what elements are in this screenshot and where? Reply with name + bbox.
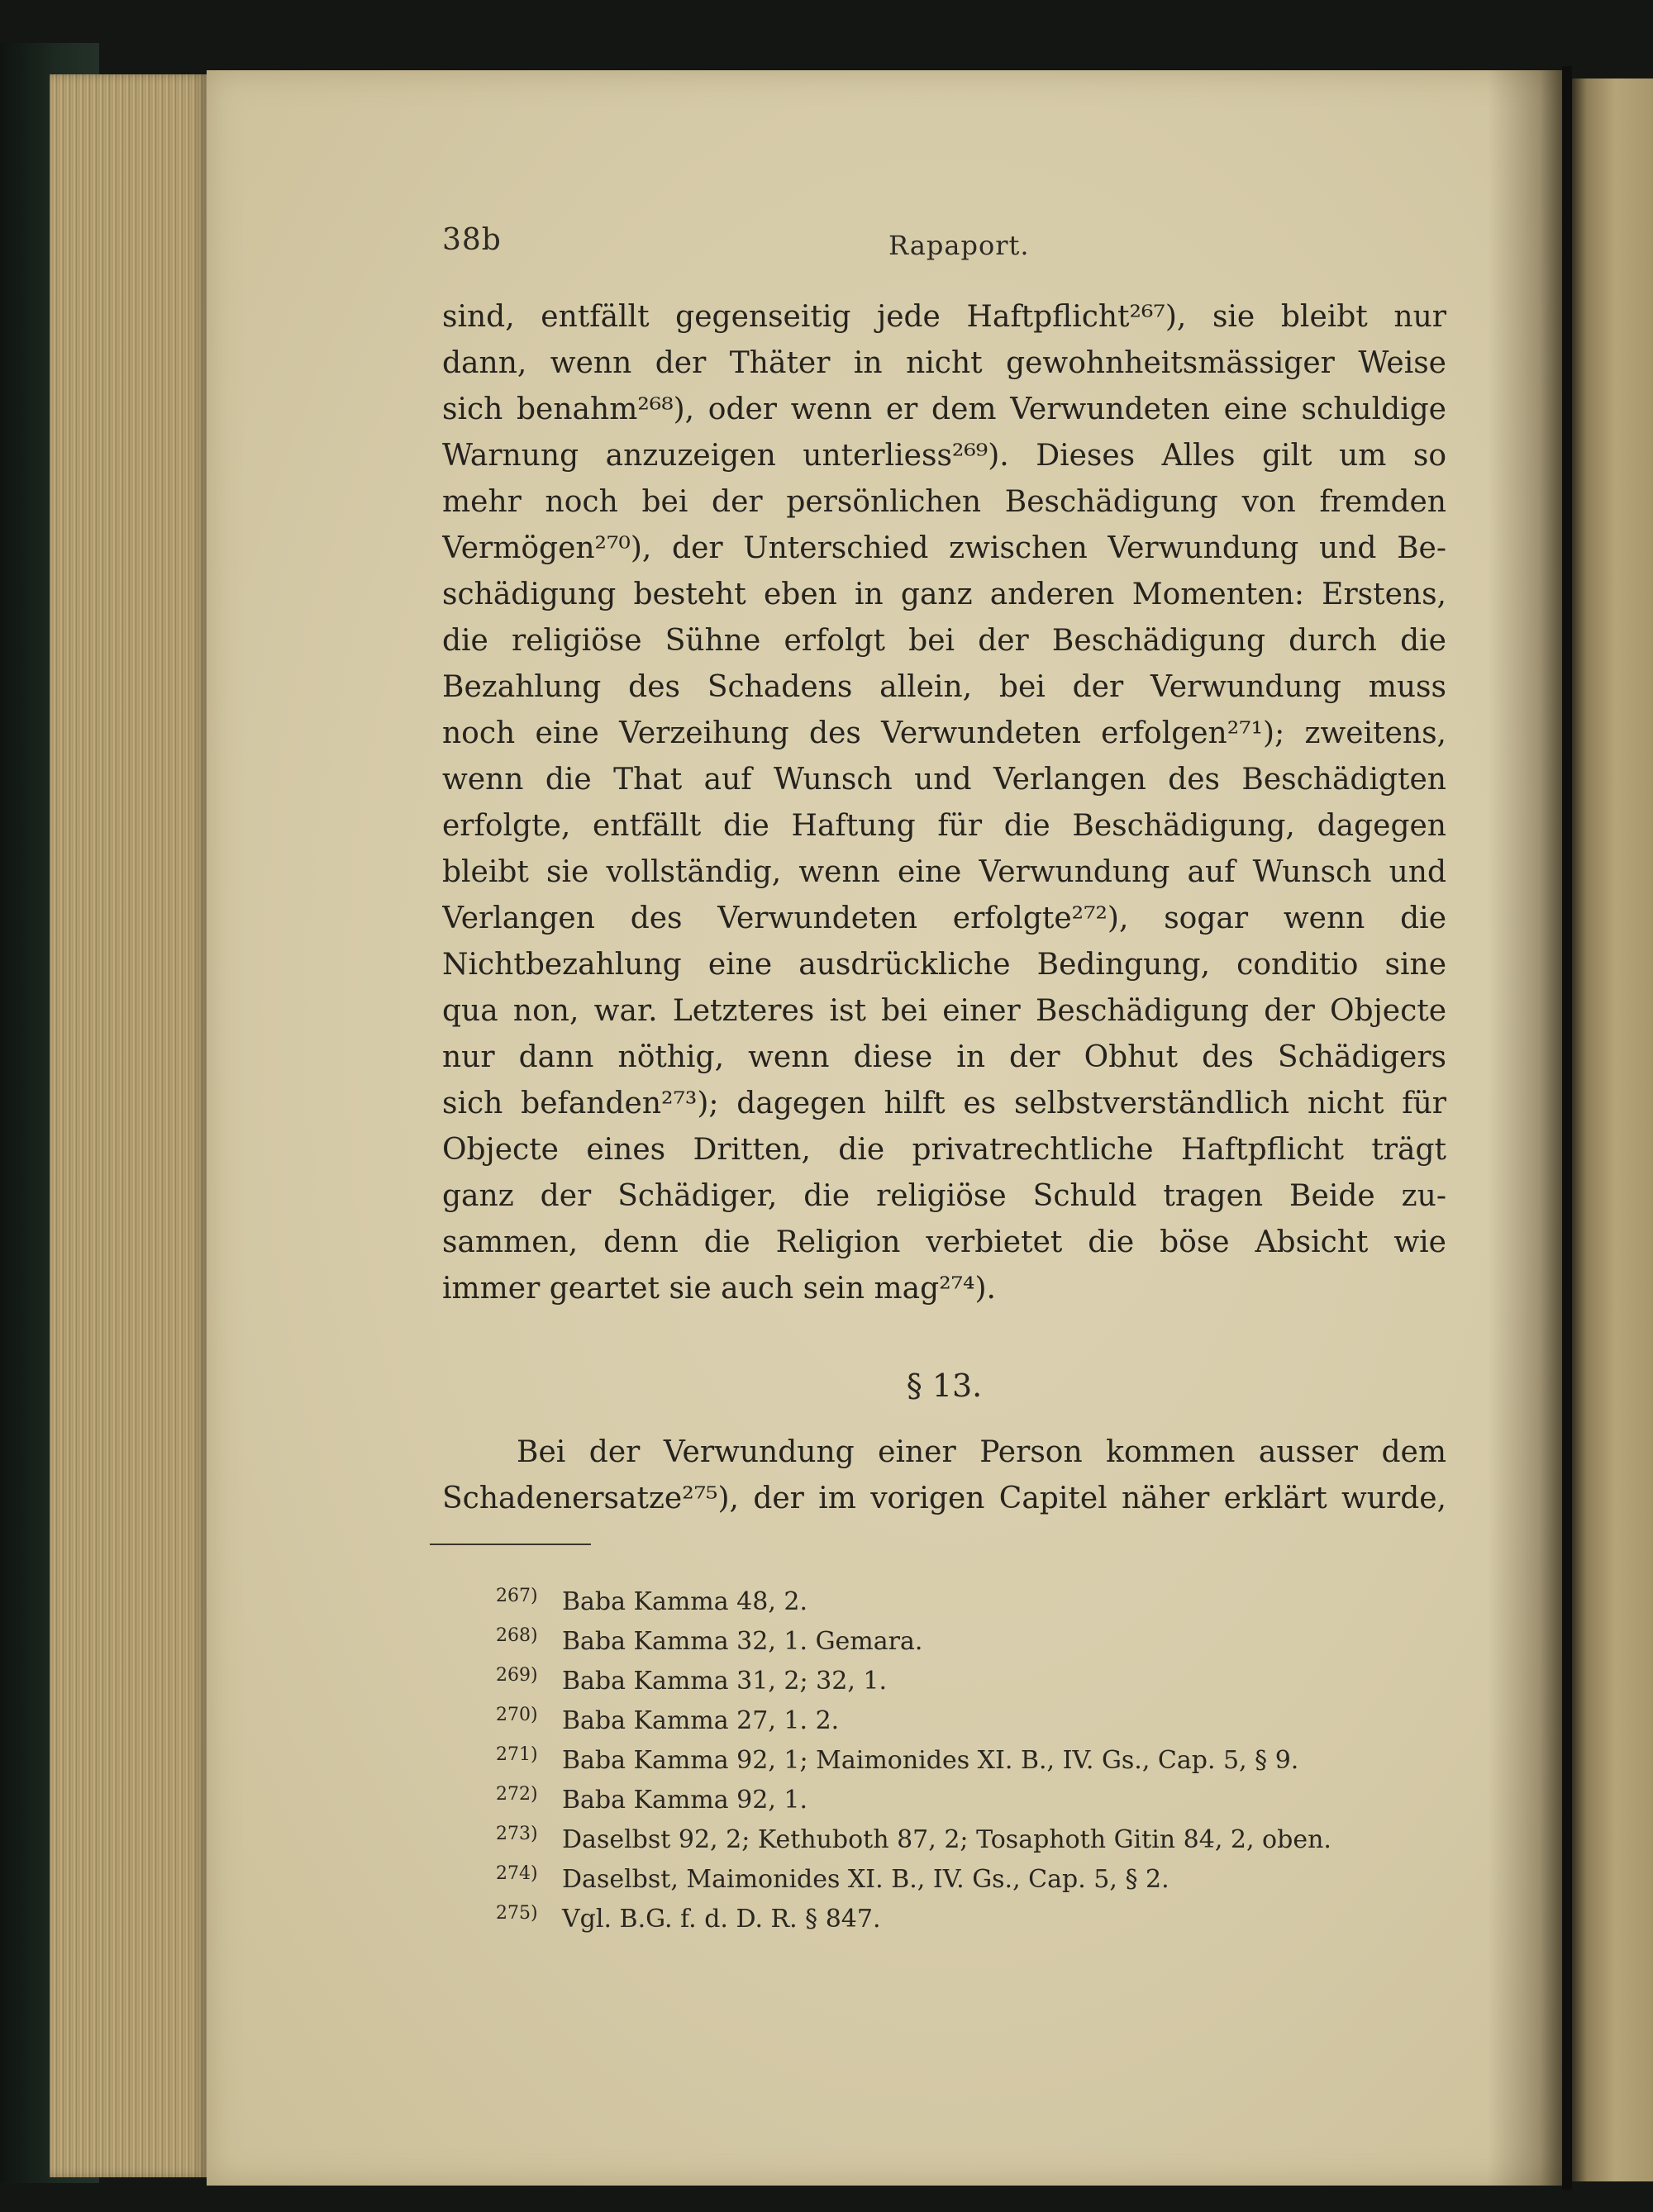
text-line: die religiöse Sühne erfolgt bei der Beschädigung durch die bbox=[442, 624, 1446, 658]
text-line: sammen, denn die Religion verbietet die böse Absicht wie bbox=[442, 1225, 1446, 1259]
text-line: sich befanden²⁷³); dagegen hilft es selbstverständlich nicht für bbox=[442, 1087, 1446, 1120]
footnote bbox=[496, 1860, 1455, 1900]
footnote-text: Baba Kamma 92, 1. bbox=[562, 1786, 808, 1815]
footnote-text: Baba Kamma 31, 2; 32, 1. bbox=[562, 1667, 888, 1696]
running-head: Rapaport. bbox=[888, 230, 1030, 261]
footnote-mark: 273) bbox=[496, 1824, 538, 1844]
section-paragraph bbox=[442, 1429, 1446, 1522]
text-line: wenn die That auf Wunsch und Verlangen des Beschädigten bbox=[442, 763, 1446, 797]
footnote bbox=[496, 1900, 1455, 1939]
text-line: schädigung besteht eben in ganz anderen Momenten: Erstens, bbox=[442, 578, 1446, 611]
text-line: sind, entfällt gegenseitig jede Haftpflicht²⁶⁷), sie bleibt nur bbox=[442, 300, 1446, 334]
footnote-mark: 272) bbox=[496, 1784, 538, 1805]
footnote bbox=[496, 1622, 1455, 1662]
footnote bbox=[496, 1701, 1455, 1741]
text-line: immer geartet sie auch sein mag²⁷⁴). bbox=[442, 1272, 996, 1306]
footnote-mark: 270) bbox=[496, 1705, 538, 1725]
text-line: ganz der Schädiger, die religiöse Schuld tragen Beide zu- bbox=[442, 1179, 1446, 1213]
footnote-mark: 268) bbox=[496, 1625, 538, 1646]
text-line: dann, wenn der Thäter in nicht gewohnheitsmässiger Weise bbox=[442, 346, 1446, 380]
page-number: 38b bbox=[442, 223, 502, 257]
text-line: nur dann nöthig, wenn diese in der Obhut des Schädigers bbox=[442, 1040, 1446, 1074]
text-line: sich benahm²⁶⁸), oder wenn er dem Verwundeten eine schuldige bbox=[442, 392, 1446, 426]
footnote-mark: 269) bbox=[496, 1665, 538, 1686]
text-line: Vermögen²⁷⁰), der Unterschied zwischen Verwundung und Be- bbox=[442, 531, 1446, 565]
text-line: Bei der Verwundung einer Person kommen ausser dem bbox=[517, 1435, 1446, 1469]
footnote bbox=[496, 1781, 1455, 1820]
text-line: Warnung anzuzeigen unterliess²⁶⁹). Dieses Alles gilt um so bbox=[442, 439, 1446, 473]
text-line: Bezahlung des Schadens allein, bei der Verwundung muss bbox=[442, 670, 1446, 704]
page-header bbox=[442, 223, 1451, 273]
text-line: Objecte eines Dritten, die privatrechtliche Haftpflicht trägt bbox=[442, 1133, 1446, 1167]
footnote-text: Daselbst 92, 2; Kethuboth 87, 2; Tosaphoth Gitin 84, 2, oben. bbox=[562, 1825, 1331, 1854]
text-line: Nichtbezahlung eine ausdrückliche Bedingung, conditio sine bbox=[442, 948, 1446, 982]
page-stack-edges bbox=[50, 74, 207, 2177]
footnote-mark: 271) bbox=[496, 1744, 538, 1765]
binding-gutter bbox=[1562, 66, 1572, 2190]
footnote-mark: 275) bbox=[496, 1903, 538, 1924]
section-heading: § 13. bbox=[906, 1368, 983, 1404]
footnote bbox=[496, 1582, 1455, 1622]
footnote-mark: 267) bbox=[496, 1586, 538, 1606]
footnote-text: Baba Kamma 92, 1; Maimonides XI. B., IV. Gs., Cap. 5, § 9. bbox=[562, 1746, 1299, 1775]
text-line: erfolgte, entfällt die Haftung für die Beschädigung, dagegen bbox=[442, 809, 1446, 843]
footnote-text: Daselbst, Maimonides XI. B., IV. Gs., Cap. 5, § 2. bbox=[562, 1865, 1169, 1894]
footnote-text: Baba Kamma 27, 1. 2. bbox=[562, 1706, 840, 1735]
footnote bbox=[496, 1662, 1455, 1701]
footnote-rule bbox=[430, 1544, 591, 1545]
footnote bbox=[496, 1820, 1455, 1860]
footnote-mark: 274) bbox=[496, 1863, 538, 1884]
footnote-text: Baba Kamma 48, 2. bbox=[562, 1587, 808, 1616]
main-paragraph bbox=[442, 294, 1446, 1312]
footnotes bbox=[496, 1582, 1455, 1939]
footnote bbox=[496, 1741, 1455, 1781]
text-line: bleibt sie vollständig, wenn eine Verwundung auf Wunsch und bbox=[442, 855, 1446, 889]
gutter-shadow bbox=[1488, 70, 1562, 2186]
footnote-text: Baba Kamma 32, 1. Gemara. bbox=[562, 1627, 923, 1656]
facing-page-edge bbox=[1570, 78, 1653, 2181]
text-line: qua non, war. Letzteres ist bei einer Beschädigung der Objecte bbox=[442, 994, 1446, 1028]
text-line: noch eine Verzeihung des Verwundeten erfolgen²⁷¹); zweitens, bbox=[442, 716, 1446, 750]
text-line: Schadenersatze²⁷⁵), der im vorigen Capitel näher erklärt wurde, bbox=[442, 1482, 1446, 1515]
footnote-text: Vgl. B.G. f. d. D. R. § 847. bbox=[562, 1905, 881, 1934]
text-line: mehr noch bei der persönlichen Beschädigung von fremden bbox=[442, 485, 1446, 519]
text-line: Verlangen des Verwundeten erfolgte²⁷²), sogar wenn die bbox=[442, 901, 1446, 935]
